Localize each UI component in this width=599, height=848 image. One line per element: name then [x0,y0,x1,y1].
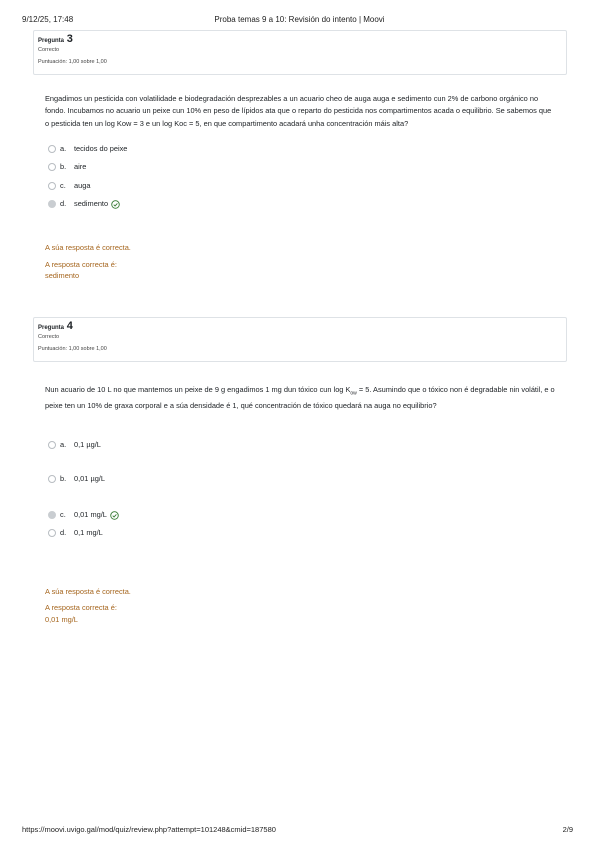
question-text-3: Engadimos un pesticida con volatilidade e biodegradación desprezables a un acuario cheo de auga auga e sedimento cun 2% de carbono orgánico no fondo. Incubamos no acuario un peixe cun 10% en peso de lípidos ata que o reparto do pesticida nos compartimentos acada o equilibrio. Se sabemos que o pesticida ten un log Kow = 3 e un log Koc = 5, en que compartimento acadará unha concentración máis alta? [45,94,552,128]
question-text-part: Nun acuario de 10 L no que mantemos un peixe de 9 g engadimos 1 mg dun tóxico cun log K [45,385,351,394]
radio-button[interactable] [48,145,56,153]
radio-button[interactable] [48,441,56,449]
radio-button[interactable] [48,529,56,537]
option-text: auga [74,181,91,190]
option-label: sedimento [74,199,109,208]
option-letter: d. [60,199,67,208]
option-letter: c. [60,181,66,190]
option-letter: a. [60,440,67,449]
print-title: Proba temas 9 a 10: Revisión do intento | Moovi [214,15,385,24]
radio-button-checked[interactable] [48,511,56,519]
question-state: Correcto [38,47,60,53]
question-grade: Puntuación: 1,00 sobre 1,00 [38,59,107,65]
question-state: Correcto [38,334,60,340]
question-grade: Puntuación: 1,00 sobre 1,00 [38,346,107,352]
question-word: Pregunta [38,38,65,44]
option-label: 0,01 mg/L [74,510,107,519]
radio-button[interactable] [48,182,56,190]
question-label [38,320,73,332]
radio-button[interactable] [48,475,56,483]
option-text: 0,1 µg/L [74,440,101,449]
option-letter: a. [60,144,67,153]
option-letter: c. [60,510,66,519]
check-circle-icon [110,511,119,520]
question-info-3 [33,30,567,75]
question-number: 3 [66,33,73,45]
option-letter: d. [60,528,67,537]
print-date: 9/12/25, 17:48 [22,15,74,24]
subscript: ow [350,390,357,397]
option-text [74,199,120,209]
option-letter: b. [60,162,67,171]
radio-button-checked[interactable] [48,200,56,208]
print-url: https://moovi.uvigo.gal/mod/quiz/review.php?attempt=101248&cmid=187580 [22,825,276,834]
page-number: 2/9 [562,825,573,834]
feedback-text: A súa resposta é correcta. [45,587,131,596]
correct-answer-label: A resposta correcta é: [45,603,117,612]
question-info-4 [33,317,567,362]
option-text [74,510,119,520]
correct-answer-value: 0,01 mg/L [45,615,78,624]
radio-button[interactable] [48,163,56,171]
check-circle-icon [111,200,120,209]
question-text-part: = 5. Asumindo que o tóxico non é degradable nin volátil, e o peixe ten un 10% de graxa corporal e a súa densidade é 1, qué concentración de tóxico quedará na auga no equilibrio? [45,385,555,410]
option-text: 0,01 µg/L [74,474,105,483]
option-letter: b. [60,474,67,483]
option-text: tecidos do peixe [74,144,128,153]
question-number: 4 [66,320,73,332]
feedback-text: A súa resposta é correcta. [45,243,131,252]
question-text-4 [45,384,555,412]
correct-answer-value: sedimento [45,271,80,280]
question-word: Pregunta [38,325,65,331]
question-label [38,33,73,45]
option-text: aire [74,162,87,171]
option-text: 0,1 mg/L [74,528,103,537]
correct-answer-label: A resposta correcta é: [45,260,117,269]
